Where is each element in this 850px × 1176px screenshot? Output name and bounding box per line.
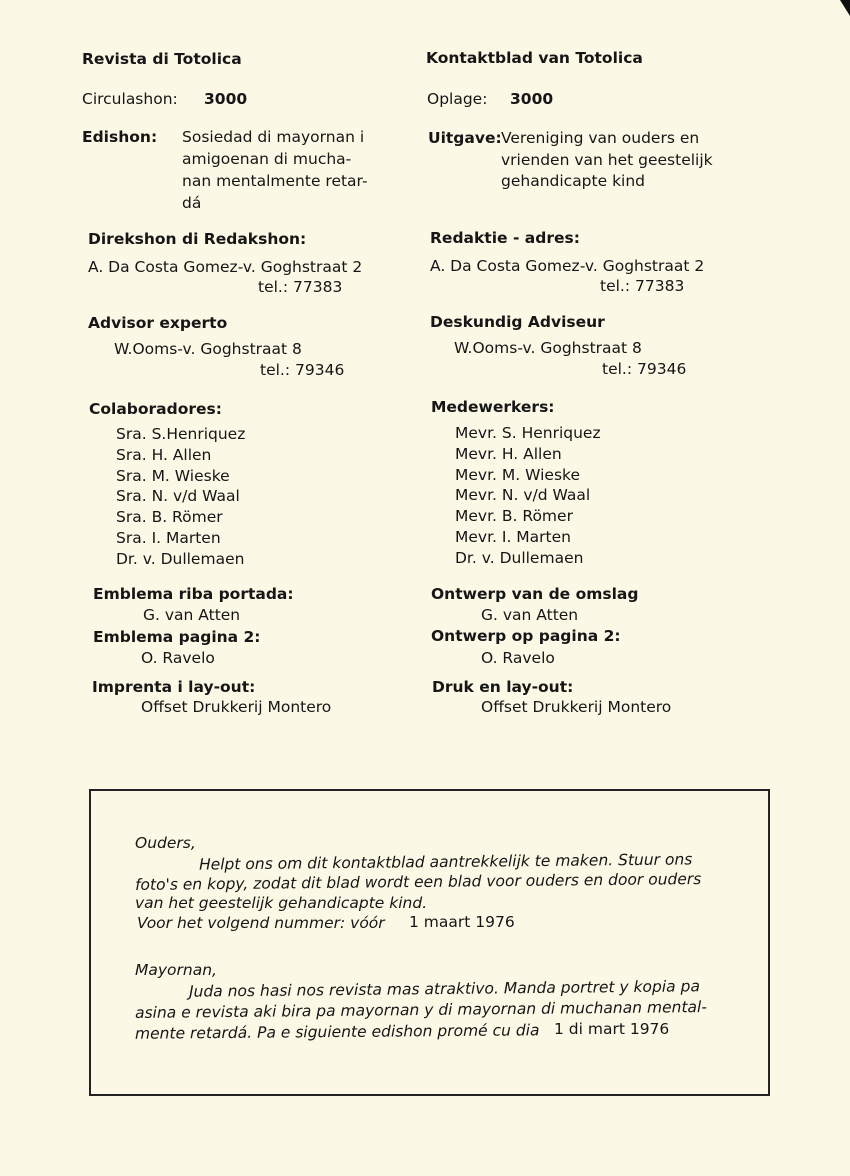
right-edition-label: Uitgave:: [428, 129, 502, 147]
list-item: Mevr. H. Allen: [455, 444, 562, 463]
left-title: Revista di Totolica: [82, 50, 242, 68]
right-contributors-list: [455, 423, 601, 569]
list-item: Sra. H. Allen: [116, 445, 212, 464]
dutch-deadline-date: 1 maart 1976: [409, 913, 515, 931]
left-cover-heading: Emblema riba portada:: [93, 585, 294, 603]
right-cover-name: G. van Atten: [481, 606, 579, 624]
papiamentu-line-1: Juda nos hasi nos revista mas atraktivo. Manda portret y kopia pa: [188, 977, 700, 1001]
left-edition-line-3: nan mentalmente retar-: [182, 172, 368, 190]
left-contributors-list: [116, 424, 245, 570]
left-print-heading: Imprenta i lay-out:: [92, 678, 256, 696]
left-circulation-value: 3000: [204, 90, 248, 108]
left-edition-line-1: Sosiedad di mayornan i: [182, 128, 365, 146]
message-box: [89, 789, 770, 1096]
right-edition-line-3: gehandicapte kind: [501, 172, 646, 190]
right-direction-tel: tel.: 77383: [600, 277, 685, 295]
left-advisor-tel: tel.: 79346: [260, 361, 345, 379]
right-cover-heading: Ontwerp van de omslag: [431, 585, 639, 603]
list-item: Sra. N. v/d Waal: [116, 487, 240, 506]
list-item: Mevr. B. Römer: [455, 507, 573, 526]
list-item: Mevr. S. Henriquez: [455, 424, 601, 442]
dutch-salutation: Ouders,: [135, 834, 196, 852]
left-circulation-label: Circulashon:: [82, 90, 178, 108]
right-direction-heading: Redaktie - adres:: [430, 229, 580, 247]
right-page2-heading: Ontwerp op pagina 2:: [431, 627, 621, 645]
right-edition-line-2: vrienden van het geestelijk: [501, 151, 713, 169]
list-item: Sra. I. Marten: [116, 528, 221, 547]
left-cover-name: G. van Atten: [143, 606, 241, 624]
right-advisor-heading: Deskundig Adviseur: [430, 313, 605, 331]
list-item: Sra. M. Wieske: [116, 466, 230, 485]
left-page2-heading: Emblema pagina 2:: [93, 628, 261, 646]
dutch-line-2: foto's en kopy, zodat dit blad wordt een blad voor ouders en door ouders: [134, 870, 702, 894]
left-direction-heading: Direkshon di Redakshon:: [88, 230, 307, 248]
list-item: Dr. v. Dullemaen: [116, 549, 245, 568]
left-edition-label: Edishon:: [82, 128, 158, 146]
right-print-name: Offset Drukkerij Montero: [481, 698, 672, 716]
list-item: Mevr. N. v/d Waal: [455, 486, 591, 505]
right-title: Kontaktblad van Totolica: [426, 49, 643, 67]
right-advisor-address: W.Ooms-v. Goghstraat 8: [454, 339, 642, 357]
list-item: Mevr. I. Marten: [455, 527, 571, 546]
papiamentu-line-2: asina e revista aki bira pa mayornan y di mayornan di muchanan mental-: [134, 998, 707, 1022]
dutch-line-4: Voor het volgend nummer: vóór: [137, 914, 385, 932]
right-circulation-label: Oplage:: [427, 90, 488, 108]
dutch-line-3: van het geestelijk gehandicapte kind.: [135, 894, 428, 912]
papiamentu-line-3: mente retardá. Pa e siguiente edishon promé cu dia: [134, 1021, 540, 1043]
list-item: Dr. v. Dullemaen: [455, 548, 584, 567]
left-print-name: Offset Drukkerij Montero: [141, 698, 332, 716]
list-item: Mevr. M. Wieske: [455, 465, 580, 484]
right-page2-name: O. Ravelo: [481, 649, 555, 667]
left-advisor-heading: Advisor experto: [88, 314, 228, 332]
left-edition-line-4: dá: [182, 194, 202, 212]
list-item: Sra. S.Henriquez: [116, 425, 246, 443]
right-edition-line-1: Vereniging van ouders en: [501, 129, 700, 147]
corner-mark: [840, 0, 850, 16]
left-advisor-address: W.Ooms-v. Goghstraat 8: [114, 340, 302, 358]
right-print-heading: Druk en lay-out:: [432, 678, 574, 696]
left-direction-address: A. Da Costa Gomez-v. Goghstraat 2: [88, 258, 363, 276]
dutch-line-1: Helpt ons om dit kontaktblad aantrekkelijk te maken. Stuur ons: [198, 850, 693, 874]
papiamentu-deadline-date: 1 di mart 1976: [554, 1020, 670, 1038]
left-direction-tel: tel.: 77383: [258, 278, 343, 296]
left-contributors-heading: Colaboradores:: [89, 400, 222, 418]
right-direction-address: A. Da Costa Gomez-v. Goghstraat 2: [430, 257, 705, 275]
left-edition-line-2: amigoenan di mucha-: [182, 150, 352, 168]
right-contributors-heading: Medewerkers:: [431, 398, 555, 416]
right-advisor-tel: tel.: 79346: [602, 360, 687, 378]
papiamentu-salutation: Mayornan,: [135, 961, 217, 979]
list-item: Sra. B. Römer: [116, 508, 223, 527]
right-circulation-value: 3000: [510, 90, 554, 108]
left-page2-name: O. Ravelo: [141, 649, 215, 667]
